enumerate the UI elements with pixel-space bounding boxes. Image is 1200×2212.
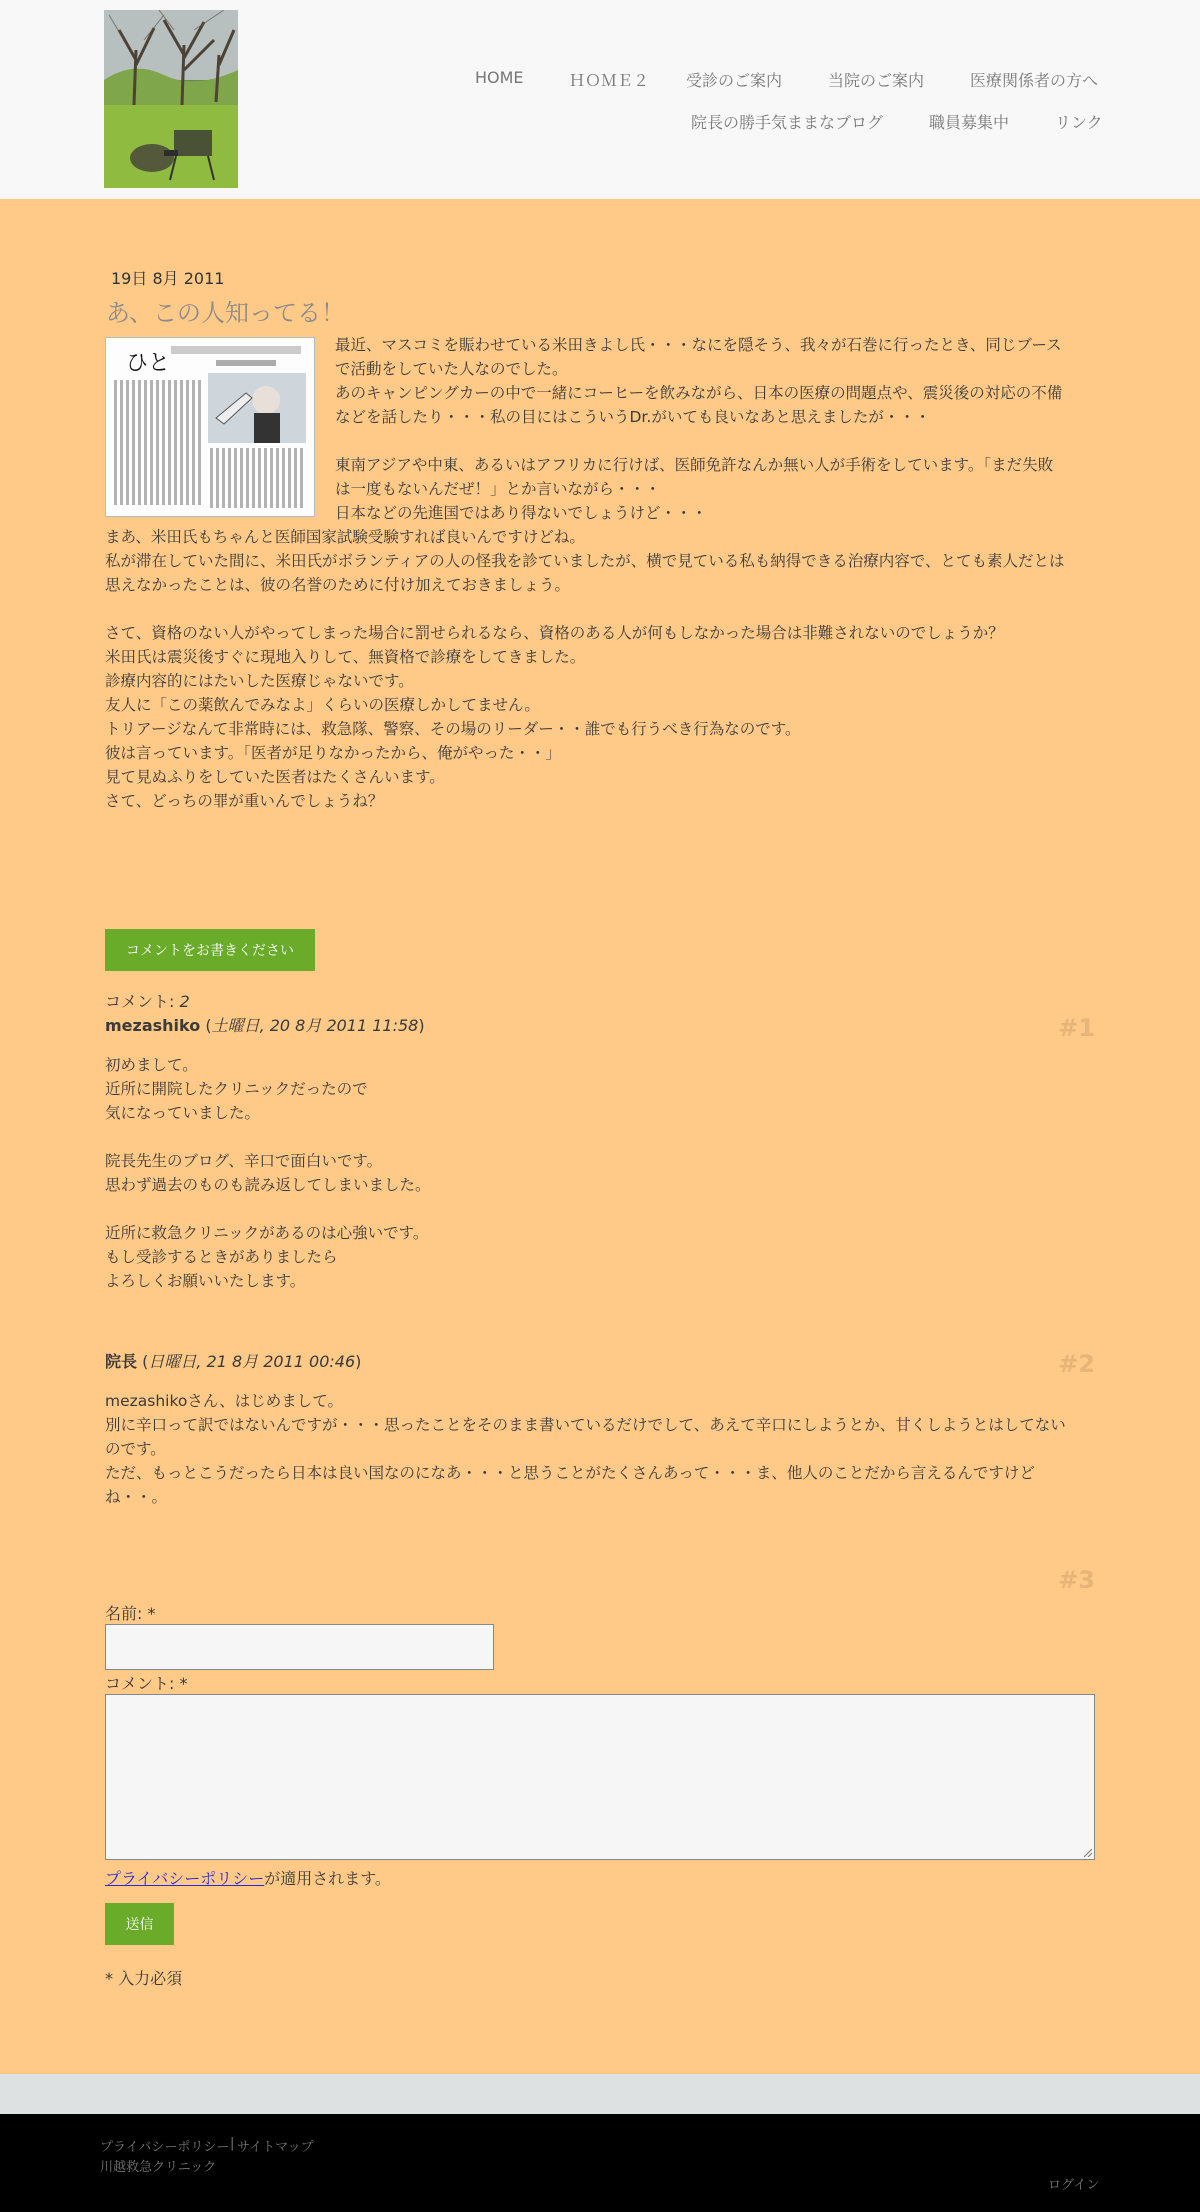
comment-line: mezashikoさん、はじめまして。 [105,1392,344,1410]
post-line: まあ、米田氏もちゃんと医師国家試験受験すれば良いんですけどね。 [105,528,585,546]
resize-handle-icon[interactable] [1084,1849,1092,1857]
newspaper-kanji: ひと [126,351,171,376]
post-line: は一度もないんだぜ！」とか言いながら・・・ [335,480,661,498]
nav-item-medical-professionals[interactable]: 医療関係者の方へ [970,71,1099,90]
post-line: さて、資格のない人がやってしまった場合に罰せられるなら、資格のある人が何もしなかった場合は非難されないのでしょうか？ [105,624,1004,642]
footer-privacy-link[interactable]: プライバシーポリシー [100,2140,230,2155]
comment-line: 近所に開院したクリニックだったので [105,1080,368,1098]
footer-clinic-name: 川越救急クリニック [100,2160,217,2175]
footer-sitemap-link[interactable]: サイトマップ [237,2140,314,2155]
post-line [105,597,1105,621]
comment-line [105,1125,431,1149]
comment-number: #1 [1058,1014,1095,1042]
post-line: 思えなかったことは、彼の名誉のために付け加えておきましょう。 [105,576,571,594]
post-body-beside-image [335,333,1095,525]
comments-count [105,989,190,1012]
comment-line: よろしくお願いいたします。 [105,1272,306,1290]
comments-count-value: 2 [179,992,190,1011]
footer-login-link[interactable]: ログイン [1048,2178,1100,2193]
comment-line [105,1197,431,1221]
post-line: 米田氏は震災後すぐに現地入りして、無資格で診療をしてきました。 [105,648,586,666]
post-line: さて、どっちの罪が重いんでしょうね？ [105,792,384,810]
post-line: 彼は言っています。「医者が足りなかったから、俺がやった・・」 [105,744,562,762]
comment-form-number: #3 [1058,1566,1095,1594]
post-body [105,525,1105,813]
comment-author: 院長 [105,1352,138,1371]
comment-date: 日曜日, 21 8月 2011 00:46 [148,1352,356,1371]
comment-body [105,1053,431,1293]
write-comment-button[interactable]: コメントをお書きください [105,929,315,971]
post-title: あ、この人知ってる！ [106,299,346,327]
post-date: 19日 8月 2011 [111,269,225,288]
comment-line: 思わず過去のものも読み返してしまいました。 [105,1176,431,1194]
comment-line: もし受診するときがありましたら [105,1248,338,1266]
post-line: 友人に「この薬飲んでみなよ」くらいの医療しかしてません。 [105,696,540,714]
comment-line: 院長先生のブログ、辛口で面白いです。 [105,1152,383,1170]
post-line: で活動をしていた人なのでした。 [335,360,568,378]
comment-line: 気になっていました。 [105,1104,261,1122]
comment-line: 近所に救急クリニックがあるのは心強いです。 [105,1224,429,1242]
nav-item-links[interactable]: リンク [1055,113,1103,132]
comment-author: mezashiko [105,1016,201,1035]
comment-header: mezashiko (土曜日, 20 8月 2011 11:58) [105,1016,425,1035]
comment-line: 別に辛口って訳ではないんですが・・・思ったことをそのまま書いているだけでして、あえて辛口にしようとか、甘くしようとはしてない [105,1416,1066,1434]
nav-item-clinic-info[interactable]: 当院のご案内 [828,71,925,90]
privacy-suffix: が適用されます。 [264,1869,391,1888]
comment-line: ただ、もっとこうだったら日本は良い国なのになあ・・・と思うことがたくさんあって・・・ま、他人のことだから言えるんですけど [105,1464,1035,1482]
comment-label: コメント: * [105,1674,188,1693]
post-line: 東南アジアや中東、あるいはアフリカに行けば、医師免許なんか無い人が手術をしています。「まだ失敗 [335,456,1054,474]
nav-item-home[interactable]: HOME [475,68,524,87]
post-line: あのキャンピングカーの中で一緒にコーヒーを飲みながら、日本の医療の問題点や、震災後の対応の不備 [335,384,1063,402]
comments-count-label: コメント: [105,992,180,1011]
site-header [0,0,1200,199]
post-line: 診療内容的にはたいした医療じゃないです。 [105,672,414,690]
comment-number: #2 [1058,1350,1095,1378]
footer-separator: | [230,2136,235,2151]
post-line: 日本などの先進国ではあり得ないでしょうけど・・・ [335,504,708,522]
post-line: 最近、マスコミを賑わせている米田きよし氏・・・なにを隠そう、我々が石巻に行ったとき、同じブース [335,336,1062,354]
post-line: 私が滞在していた間に、米田氏がボランティアの人の怪我を診ていましたが、横で見ている私も納得できる治療内容で、とても素人だとは [105,552,1065,570]
privacy-policy-link[interactable]: プライバシーポリシー [105,1869,265,1888]
comment-body [105,1389,1105,1509]
newspaper-image [106,338,314,516]
logo-image [104,10,238,188]
post-line: 見て見ぬふりをしていた医者はたくさんいます。 [105,768,445,786]
post-line [335,429,1095,453]
submit-button[interactable]: 送信 [105,1903,174,1945]
name-label: 名前: * [105,1604,156,1623]
required-note: * 入力必須 [105,1969,183,1988]
nav-item-blog[interactable]: 院長の勝手気ままなブログ [691,113,884,132]
privacy-notice [105,1866,391,1889]
comment-line: 初めまして。 [105,1056,198,1074]
comment-line: のです。 [105,1440,166,1458]
comment-textarea[interactable] [105,1694,1095,1860]
comment-line: ね・・。 [105,1488,168,1506]
nav-item-consultation[interactable]: 受診のご案内 [686,71,783,90]
site-footer [0,2114,1200,2212]
footer-band [0,2074,1200,2114]
name-field[interactable] [105,1624,494,1670]
comment-date: 土曜日, 20 8月 2011 11:58 [211,1016,419,1035]
post-line: トリアージなんて非常時には、救急隊、警察、その場のリーダー・・誰でも行うべき行為なのです。 [105,720,801,738]
comment-header: 院長 (日曜日, 21 8月 2011 00:46) [105,1352,362,1371]
post-line: などを話したり・・・私の目にはこういうDr.がいても良いなあと思えましたが・・・ [335,408,931,426]
newspaper-clipping-image[interactable] [105,337,315,517]
nav-item-home2[interactable]: ＨＯＭＥ２ [569,71,650,90]
nav-item-recruitment[interactable]: 職員募集中 [929,113,1010,132]
site-logo-photo[interactable] [104,10,238,188]
